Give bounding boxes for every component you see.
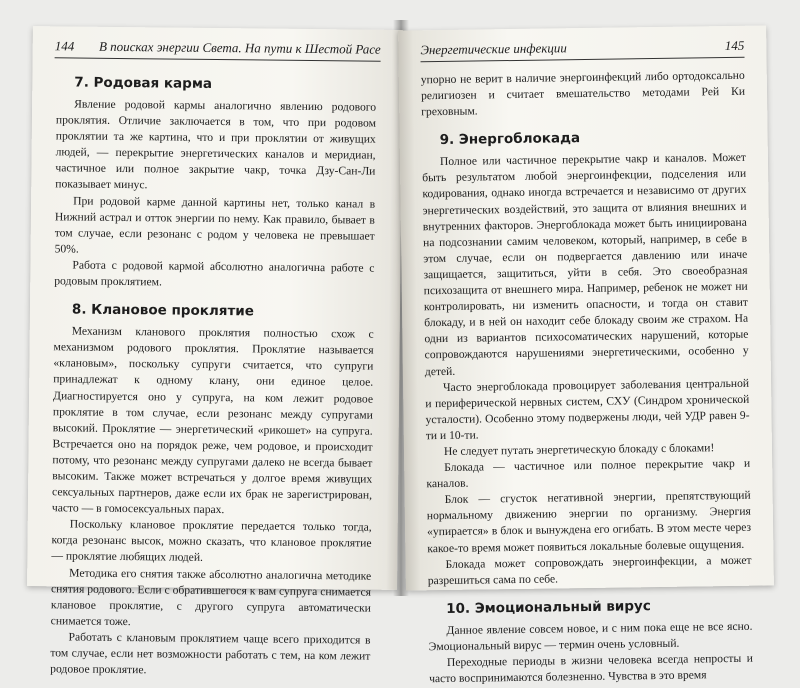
paragraph: Методика его снятия также абсолютно аналогична методике снятия родового. Если с обратившегося к вам супруга снимается клановое проклятие, с другого супруга автоматически снимается тоже.: [50, 566, 372, 628]
running-head: В поисках энергии Света. На пути к Шестой Расе: [98, 38, 381, 57]
paragraph: Блокада может сопровождать энергоинфекции, а может разрешиться сама по себе.: [427, 553, 752, 587]
running-head: Энергетические инфекции: [420, 40, 567, 58]
page-number: 145: [724, 37, 745, 54]
left-page-content: [50, 68, 376, 681]
paragraph: Работать с клановым проклятием чаще всего приходится в том случае, если нет возможности работать с тем, на ком лежит родовое проклятие.: [50, 630, 371, 677]
paragraph: Блокада — частичное или полное перекрытие чакр и каналов.: [426, 456, 751, 491]
paragraph: Работа с родовой кармой абсолютно аналогична работе с родовым проклятием.: [54, 258, 375, 289]
section-heading: 7. Родовая карма: [74, 74, 213, 92]
section-heading: 8. Клановое проклятие: [71, 301, 255, 320]
paragraph: Явление родовой кармы аналогично явлению родового проклятия. Отличие заключается в том, что при родовом проклятии та же картина, что и при проклятии от живущих людей, — перекрытие энергетических каналов и меридиан, частичное или полное закрытие чакр, точка Дзу-Сан-Ли показывает минус.: [55, 97, 377, 192]
left-page: [27, 26, 403, 677]
paragraph: Часто энергоблокада провоцирует заболевания центральной и периферической нервных систем, СХУ (Синдром хронической усталости). Особенно этому подвержены люди, чей УДР равен 9-ти и 10-ти.: [425, 376, 750, 443]
paragraph: Поскольку клановое проклятие передается только тогда, когда резонанс высок, можно сказать, что клановое проклятие — проклятие любящих людей.: [51, 517, 372, 565]
intro-paragraph: упорно не верит в наличие энергоинфекций либо ортодоксально религиозен и считает вмешательство методами Рей Ки греховным.: [420, 68, 746, 119]
section-heading: 10. Эмоциональный вирус: [446, 597, 651, 617]
right-page-header: [420, 38, 744, 63]
paragraph: Полное или частичное перекрытие чакр и каналов. Может быть результатом любой энергоинфекции, подселения или кодирования, однако иногда встречается и независимо от других энергетических воздействий, это защита от влияния внешних и внутренних факторов. Энергоблокада может быть инициирована на подсознании самим человеком, который, например, в себе в этом случае, если он подвергается давлению или иначе защищается, защититься, уйти в себя. Это своеобразная психозащита от внешнего мира. Например, ребенок не может ни контролировать, ни изменить опасности, и тогда он ставит блокаду, и в ней он находит себе блокаду своим же страхом. На одни из вариантов психосоматических нарушений, которые сопровождаются нарушениями энергетическими, особенно у детей.: [422, 151, 749, 378]
paragraph: Данное явление совсем новое, и с ним пока еще не все ясно. Эмоциональный вирус — термин очень условный.: [428, 619, 753, 654]
page-number: 144: [54, 38, 75, 54]
paragraph: При родовой карме данной картины нет, только канал в Нижний астрал и отток энергии по нему. Как правило, бывает в том случае, если резонанс с родом у человека не превышает 50%.: [54, 194, 376, 256]
right-page: [398, 25, 774, 686]
paragraph: Блок — сгусток негативной энергии, препятствующий нормальному движению энергии по организму. Энергия «упирается» в блок и вынуждена его огибать. В этом месте через какое-то время может появиться локальные болевые ощущения.: [426, 488, 752, 555]
right-page-content: [421, 68, 754, 688]
section-heading: 9. Энергоблокада: [439, 130, 581, 149]
paragraph: Переходные периоды в жизни человека всегда непросты и часто воспринимаются болезненно. Чувства в это время: [429, 651, 753, 686]
paragraph: Механизм кланового проклятия полностью схож с механизмом родового проклятия. Проклятие называется «клановым», поскольку супруги считается, что супруги принадлежат к одному клану, они единое целое. Диагностируется оно у супруга, на ком лежит родовое проклятие в том случае, если резонанс между супругами высокий. Проклятие — энергетический «рикошет» на супруга. Встречается оно на порядок реже, чем родовое, и происходит потому, что резонанс между супругами далеко не всегда бывает высоким. Также может встречаться у долгое время живущих сексуальных партнеров, даже если их брак не зарегистрирован, часто — в гомосексуальных парах.: [51, 324, 374, 517]
left-page-header: [55, 38, 381, 61]
paragraph: Не следует путать энергетическую блокаду с блоками!: [443, 441, 715, 458]
